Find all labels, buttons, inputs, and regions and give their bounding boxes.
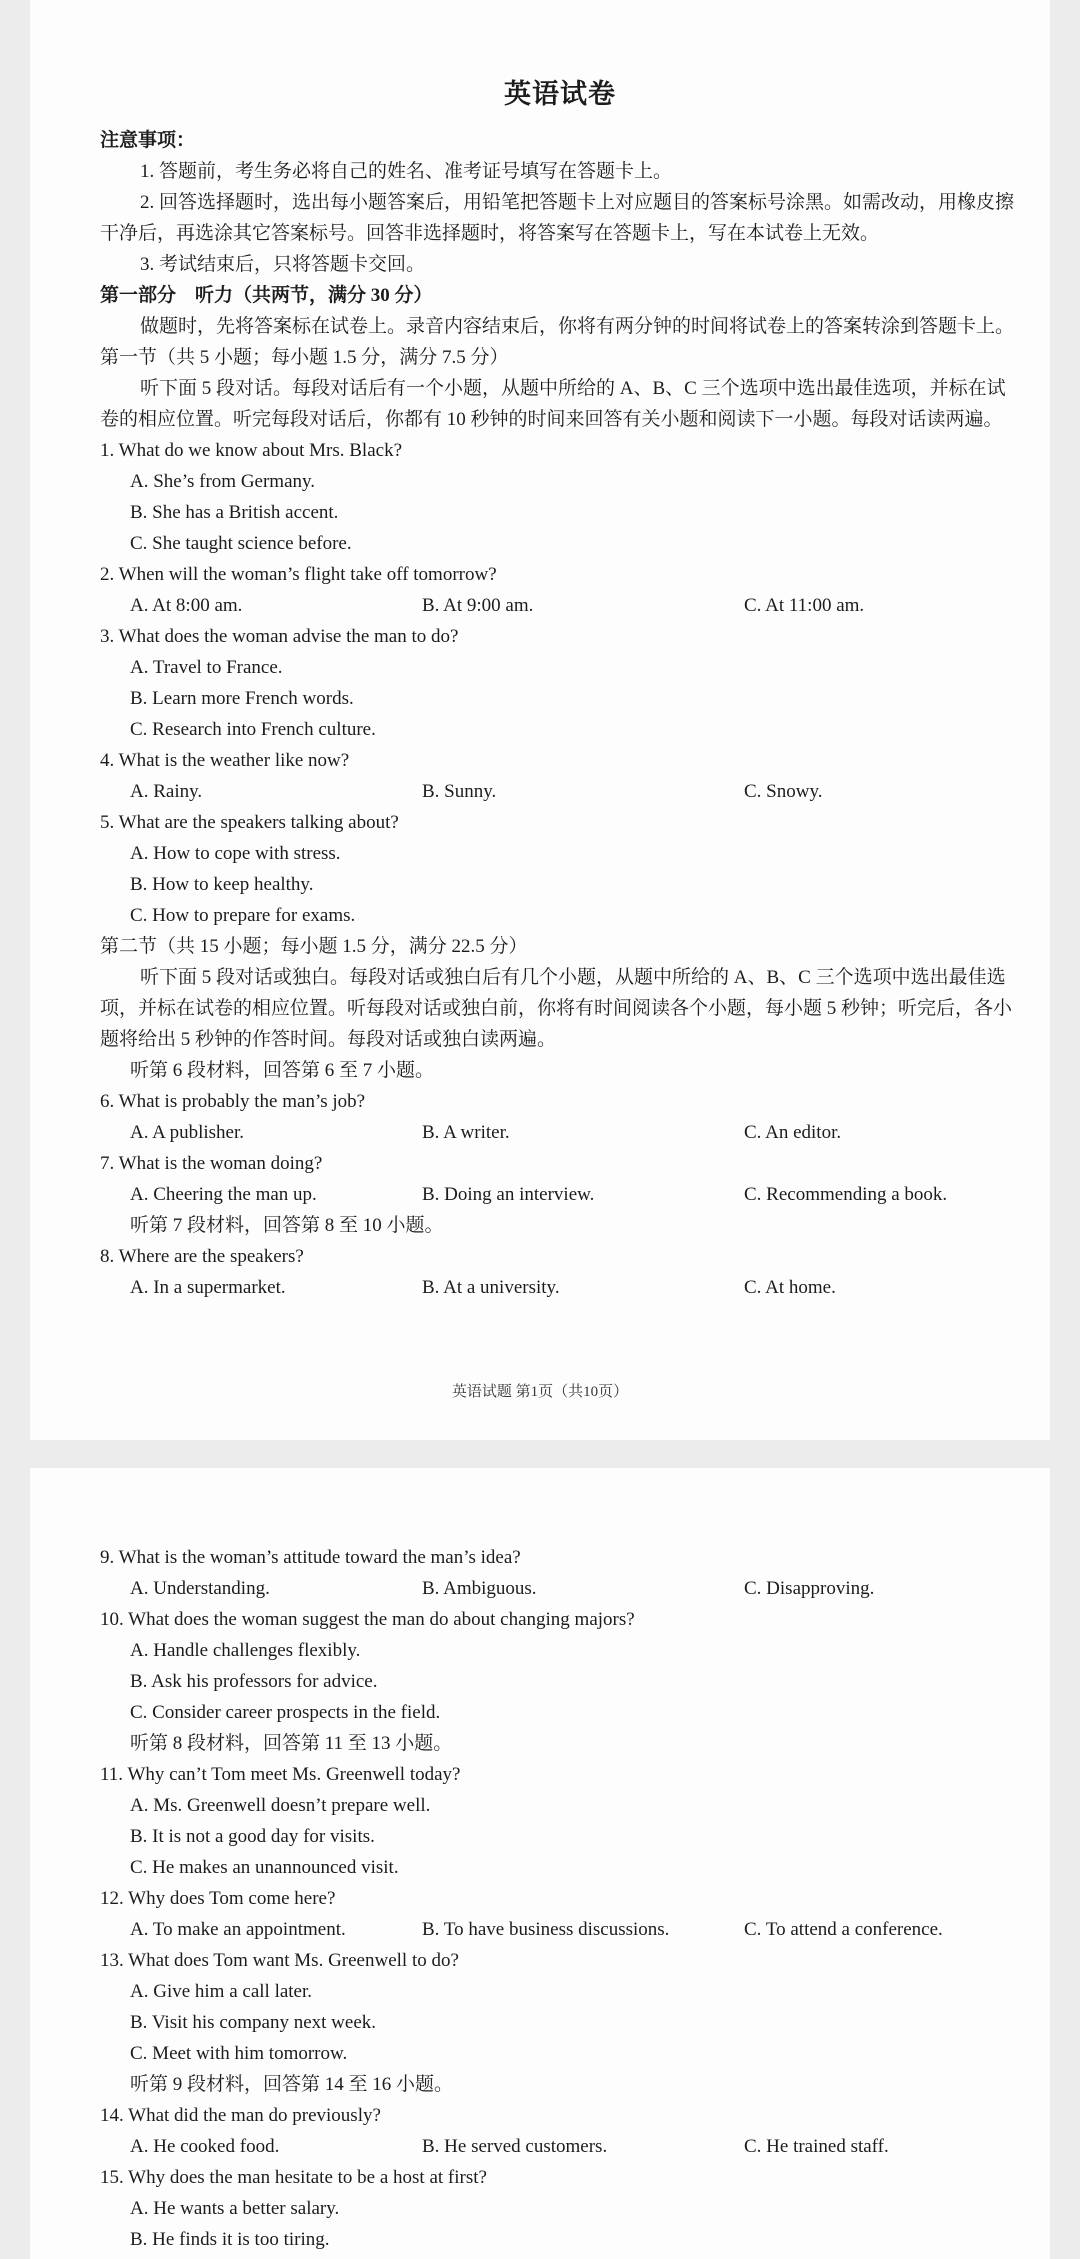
question-10: 10. What does the woman suggest the man do about changing majors? xyxy=(100,1609,635,1630)
part1-intro: 做题时，先将答案标在试卷上。录音内容结束后，你将有两分钟的时间将试卷上的答案转涂到答题卡上。 xyxy=(140,316,1015,337)
option-6b: B. A writer. xyxy=(422,1122,510,1143)
option-3c: C. Research into French culture. xyxy=(130,719,376,740)
option-4c: C. Snowy. xyxy=(744,781,823,802)
note-item: 3. 考试结束后，只将答题卡交回。 xyxy=(140,254,426,275)
option-13a: A. Give him a call later. xyxy=(130,1981,313,2002)
option-2c: C. At 11:00 am. xyxy=(744,595,865,616)
option-14b: B. He served customers. xyxy=(422,2136,608,2157)
option-9a: A. Understanding. xyxy=(130,1578,270,1599)
question-8: 8. Where are the speakers? xyxy=(100,1246,304,1267)
option-15b: B. He finds it is too tiring. xyxy=(130,2229,330,2250)
option-9c: C. Disapproving. xyxy=(744,1578,875,1599)
option-5b: B. How to keep healthy. xyxy=(130,874,314,895)
section1-intro: 听下面 5 段对话。每段对话后有一个小题，从题中所给的 A、B、C 三个选项中选出最佳选项，并标在试卷的相应位置。听完每段对话后，你都有 10 秒钟的时间来回答有关小题和阅读下一小题。每段对话读两遍。 xyxy=(100,378,1006,430)
note-item: 1. 答题前，考生务必将自己的姓名、准考证号填写在答题卡上。 xyxy=(140,161,673,182)
exam-title: 英语试卷 xyxy=(504,79,616,109)
exam-page-1 xyxy=(30,0,1050,1440)
options-12 xyxy=(130,1914,1020,1945)
option-13b: B. Visit his company next week. xyxy=(130,2012,377,2033)
option-5a: A. How to cope with stress. xyxy=(130,843,341,864)
option-7c: C. Recommending a book. xyxy=(744,1184,948,1205)
option-13c: C. Meet with him tomorrow. xyxy=(130,2043,348,2064)
question-1: 1. What do we know about Mrs. Black? xyxy=(100,440,403,461)
question-6: 6. What is probably the man’s job? xyxy=(100,1091,366,1112)
question-7: 7. What is the woman doing? xyxy=(100,1153,323,1174)
option-6a: A. A publisher. xyxy=(130,1122,245,1143)
note-item: 2. 回答选择题时，选出每小题答案后，用铅笔把答题卡上对应题目的答案标号涂黑。如需改动，用橡皮擦干净后，再选涂其它答案标号。回答非选择题时，将答案写在答题卡上，写在本试卷上无效。 xyxy=(100,192,1015,244)
options-4 xyxy=(130,776,1020,807)
option-2b: B. At 9:00 am. xyxy=(422,595,534,616)
question-3: 3. What does the woman advise the man to do? xyxy=(100,626,459,647)
option-11c: C. He makes an unannounced visit. xyxy=(130,1857,399,1878)
question-2: 2. When will the woman’s flight take off tomorrow? xyxy=(100,564,497,585)
exam-page-2 xyxy=(30,1468,1050,2259)
option-7a: A. Cheering the man up. xyxy=(130,1184,317,1205)
notes-heading: 注意事项： xyxy=(100,130,196,151)
section1-heading: 第一节（共 5 小题；每小题 1.5 分，满分 7.5 分） xyxy=(100,347,509,368)
option-9b: B. Ambiguous. xyxy=(422,1578,537,1599)
page-footer: 英语试题 第1页（共10页） xyxy=(451,1384,629,1400)
section2-heading: 第二节（共 15 小题；每小题 1.5 分，满分 22.5 分） xyxy=(100,936,528,957)
option-8c: C. At home. xyxy=(744,1277,836,1298)
option-10b: B. Ask his professors for advice. xyxy=(130,1671,378,1692)
instruction-material-7: 听第 7 段材料，回答第 8 至 10 小题。 xyxy=(130,1215,444,1236)
question-5: 5. What are the speakers talking about? xyxy=(100,812,399,833)
option-1b: B. She has a British accent. xyxy=(130,502,339,523)
question-12: 12. Why does Tom come here? xyxy=(100,1888,336,1909)
option-1c: C. She taught science before. xyxy=(130,533,352,554)
instruction-material-9: 听第 9 段材料，回答第 14 至 16 小题。 xyxy=(130,2074,454,2095)
question-15: 15. Why does the man hesitate to be a host at first? xyxy=(100,2167,487,2188)
option-11a: A. Ms. Greenwell doesn’t prepare well. xyxy=(130,1795,431,1816)
question-11: 11. Why can’t Tom meet Ms. Greenwell today? xyxy=(100,1764,461,1785)
option-14c: C. He trained staff. xyxy=(744,2136,889,2157)
option-3a: A. Travel to France. xyxy=(130,657,283,678)
option-15a: A. He wants a better salary. xyxy=(130,2198,340,2219)
section2-intro: 听下面 5 段对话或独白。每段对话或独白后有几个小题，从题中所给的 A、B、C 三个选项中选出最佳选项，并标在试卷的相应位置。听每段对话或独白前，你将有时间阅读各个小题，每小题 5 秒钟；听完后，各小题将给出 5 秒钟的作答时间。每段对话或独白读两遍。 xyxy=(100,967,1013,1050)
option-6c: C. An editor. xyxy=(744,1122,842,1143)
option-10c: C. Consider career prospects in the field. xyxy=(130,1702,441,1723)
option-12c: C. To attend a conference. xyxy=(744,1919,943,1940)
option-14a: A. He cooked food. xyxy=(130,2136,280,2157)
option-10a: A. Handle challenges flexibly. xyxy=(130,1640,361,1661)
options-6 xyxy=(130,1117,1020,1148)
options-14 xyxy=(130,2131,1020,2162)
options-7 xyxy=(130,1179,1020,1210)
options-9 xyxy=(130,1573,1020,1604)
option-12b: B. To have business discussions. xyxy=(422,1919,670,1940)
option-11b: B. It is not a good day for visits. xyxy=(130,1826,375,1847)
option-1a: A. She’s from Germany. xyxy=(130,471,316,492)
page-2-content xyxy=(100,1542,1020,2255)
option-2a: A. At 8:00 am. xyxy=(130,595,243,616)
option-5c: C. How to prepare for exams. xyxy=(130,905,356,926)
option-7b: B. Doing an interview. xyxy=(422,1184,595,1205)
question-14: 14. What did the man do previously? xyxy=(100,2105,381,2126)
question-9: 9. What is the woman’s attitude toward the man’s idea? xyxy=(100,1547,521,1568)
option-4b: B. Sunny. xyxy=(422,781,497,802)
option-3b: B. Learn more French words. xyxy=(130,688,354,709)
option-4a: A. Rainy. xyxy=(130,781,203,802)
page-1-content xyxy=(100,72,1020,1303)
instruction-material-6: 听第 6 段材料，回答第 6 至 7 小题。 xyxy=(130,1060,435,1081)
option-12a: A. To make an appointment. xyxy=(130,1919,346,1940)
options-8 xyxy=(130,1272,1020,1303)
question-4: 4. What is the weather like now? xyxy=(100,750,350,771)
option-8b: B. At a university. xyxy=(422,1277,560,1298)
question-13: 13. What does Tom want Ms. Greenwell to do? xyxy=(100,1950,459,1971)
instruction-material-8: 听第 8 段材料，回答第 11 至 13 小题。 xyxy=(130,1733,453,1754)
part1-heading: 第一部分 听力（共两节，满分 30 分） xyxy=(100,285,433,306)
option-8a: A. In a supermarket. xyxy=(130,1277,286,1298)
options-2 xyxy=(130,590,1020,621)
